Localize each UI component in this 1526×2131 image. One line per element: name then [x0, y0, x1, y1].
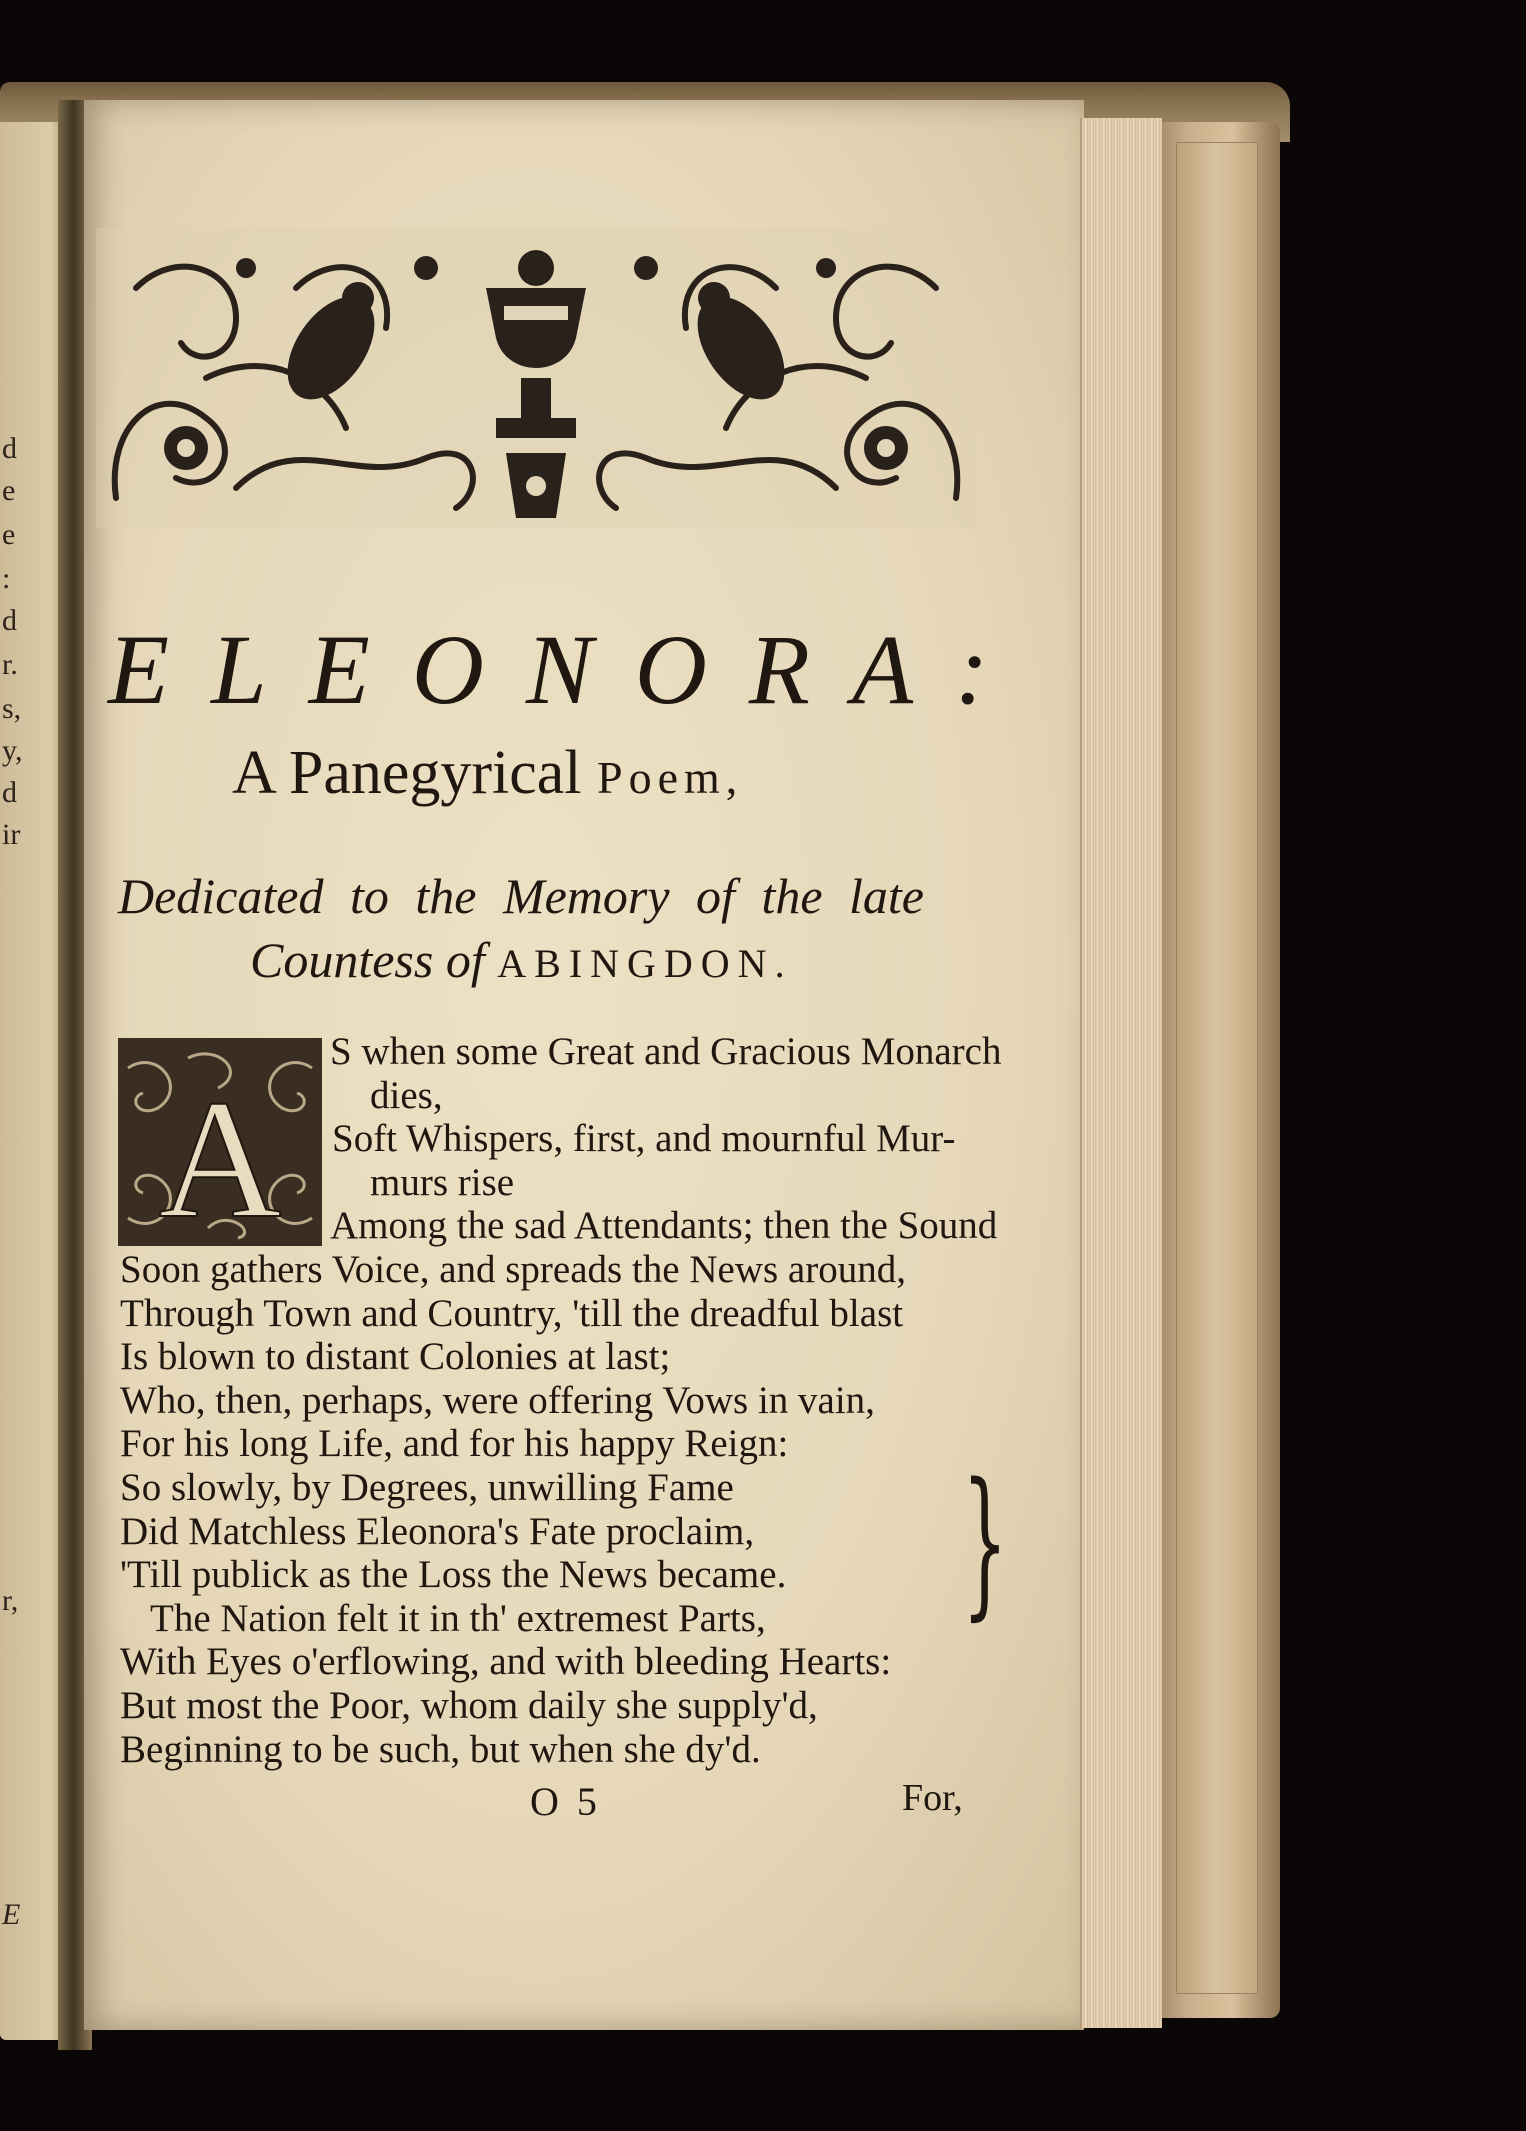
poem-line: murs rise	[370, 1160, 515, 1204]
poem-line: So slowly, by Degrees, unwilling Fame	[120, 1466, 734, 1509]
dedication-line-2	[118, 928, 968, 996]
dedication-line-1: Dedicated to the Memory of the late	[118, 868, 924, 924]
drop-cap-letter: A	[158, 1065, 282, 1246]
catchword: For,	[902, 1777, 963, 1819]
poem-line: But most the Poor, whom daily she supply'd,	[120, 1684, 818, 1727]
margin-char: y,	[2, 734, 23, 767]
poem-line: With Eyes o'erflowing, and with bleeding Hearts:	[120, 1640, 892, 1684]
decorated-initial	[118, 1038, 322, 1246]
dedication-caps: ABINGDON.	[497, 941, 793, 986]
subtitle	[232, 739, 744, 807]
poem-line: Through Town and Country, 'till the dreadful blast	[120, 1291, 904, 1335]
margin-char: E	[2, 1898, 21, 1931]
poem-line: Is blown to distant Colonies at last;	[120, 1335, 671, 1379]
poem-line: Did Matchless Eleonora's Fate proclaim,	[120, 1509, 755, 1553]
margin-char: e	[2, 474, 16, 507]
poem-line: Beginning to be such, but when she dy'd.	[120, 1727, 761, 1771]
margin-char: r.	[2, 648, 18, 681]
subtitle-small-caps: Poem,	[597, 752, 744, 803]
poem-line: Soft Whispers, first, and mournful Mur-	[332, 1117, 956, 1161]
dedication-italic: Countess of	[250, 932, 498, 988]
margin-char: s,	[2, 692, 22, 725]
triplet-brace: }	[961, 1448, 1008, 1635]
margin-char: ir	[2, 818, 21, 851]
poem-line: S when some Great and Gracious Monarch	[330, 1030, 1002, 1073]
book-cover-inner	[1176, 142, 1258, 1994]
poem-line: Who, then, perhaps, were offering Vows in vain,	[120, 1378, 875, 1422]
dedication	[118, 864, 968, 996]
poem-line: Among the sad Attendants; then the Sound	[330, 1204, 998, 1248]
headpiece-ornament	[96, 228, 976, 528]
poem-line: The Nation felt it in th' extremest Parts,	[150, 1596, 766, 1640]
margin-char: d	[2, 776, 17, 809]
poem-line: 'Till publick as the Loss the News became.	[120, 1553, 787, 1597]
margin-char: r,	[2, 1584, 19, 1617]
poem-line: For his long Life, and for his happy Reign:	[120, 1422, 789, 1466]
margin-char: d	[2, 432, 17, 465]
page-title: ELEONORA:	[108, 614, 1031, 725]
signature-mark: O 5	[530, 1779, 601, 1824]
page-fore-edge	[1080, 118, 1162, 2028]
margin-char: :	[2, 562, 11, 595]
poem-line: Soon gathers Voice, and spreads the News around,	[120, 1248, 906, 1291]
poem-line: dies,	[370, 1073, 443, 1117]
margin-char: e	[2, 518, 16, 551]
margin-char: d	[2, 604, 17, 637]
subtitle-main: A Panegyrical	[232, 739, 598, 807]
